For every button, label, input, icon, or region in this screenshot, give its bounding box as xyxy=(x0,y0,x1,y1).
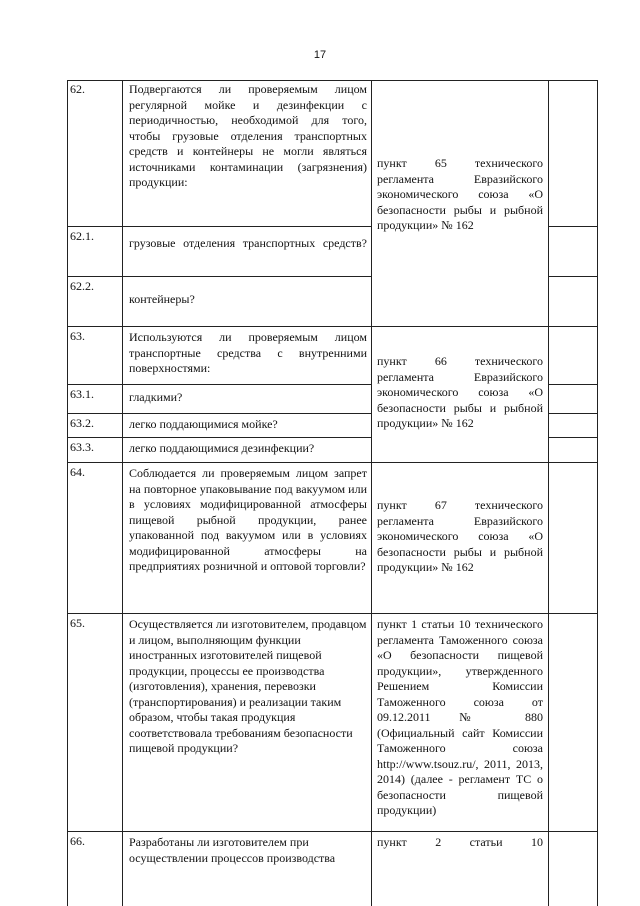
row-divider xyxy=(67,437,372,438)
row-divider xyxy=(548,437,598,438)
row-divider xyxy=(67,462,598,463)
row-number: 63. xyxy=(70,329,85,343)
legal-reference: пункт 1 статьи 10 технического регламента Таможенного союза «О безопасности пищевой продукции», утвержденного Решением Комиссии Таможенного союза от 09.12.2011 № 880 (Официальный сайт Комиссии Таможенного союза http://www.tsouz.ru/, 2011, 2013, 2014) (далее - регламент ТС о безопасности пищевой продукции) xyxy=(377,617,543,817)
question-text: легко поддающимися дезинфекции? xyxy=(129,441,315,455)
row-number: 63.1. xyxy=(70,387,94,401)
row-number: 64. xyxy=(70,465,85,479)
column-divider xyxy=(548,80,549,906)
row-divider xyxy=(548,276,598,277)
question-text: Соблюдается ли проверяемым лицом запрет на повторное упаковывание под вакуумом или в условиях модифицированной атмосферы пищевой рыбной продукции, ранее упакованной под вакуумом или в условиях модифицированной атмосферы на предприятиях розничной и оптовой торговли? xyxy=(129,466,367,573)
column-divider xyxy=(122,80,123,906)
row-number: 66. xyxy=(70,834,85,848)
legal-reference: пункт 2 статьи 10 xyxy=(377,835,543,849)
row-number: 62. xyxy=(70,82,85,96)
page-number: 17 xyxy=(313,49,327,61)
question-text: грузовые отделения транспортных средств? xyxy=(129,236,367,250)
row-divider xyxy=(67,384,372,385)
checklist-table xyxy=(67,80,598,906)
row-number: 65. xyxy=(70,616,85,630)
question-text: Используются ли проверяемым лицом транспортные средства с внутренними поверхностями: xyxy=(129,330,367,375)
question-text: гладкими? xyxy=(129,390,183,404)
table-border-left xyxy=(67,80,68,906)
question-text: легко поддающимися мойке? xyxy=(129,417,278,431)
row-number: 62.1. xyxy=(70,229,94,243)
legal-reference: пункт 66 технического регламента Евразийского экономического союза «О безопасности рыбы и рыбной продукции» № 162 xyxy=(377,354,543,430)
column-divider xyxy=(371,80,372,906)
row-divider xyxy=(548,413,598,414)
question-text: Осуществляется ли изготовителем, продавцом и лицом, выполняющим функции иностранных изготовителей пищевой продукции, процессы ее производства (изготовления), хранения, перевозки (транспортирования) и реализации таким образом, чтобы такая продукция соответствовала требованиям безопасности пищевой продукции? xyxy=(129,617,367,755)
row-divider xyxy=(548,226,598,227)
table-border-right xyxy=(597,80,598,906)
row-number: 63.2. xyxy=(70,416,94,430)
question-text: Разработаны ли изготовителем при осуществлении процессов производства xyxy=(129,835,336,865)
row-divider xyxy=(67,326,598,327)
row-number: 63.3. xyxy=(70,440,94,454)
row-number: 62.2. xyxy=(70,279,94,293)
question-text: контейнеры? xyxy=(129,292,195,306)
row-divider xyxy=(548,384,598,385)
legal-reference: пункт 65 технического регламента Евразийского экономического союза «О безопасности рыбы и рыбной продукции» № 162 xyxy=(377,156,543,232)
legal-reference: пункт 67 технического регламента Евразийского экономического союза «О безопасности рыбы и рыбной продукции» № 162 xyxy=(377,498,543,574)
row-divider xyxy=(67,80,598,81)
row-divider xyxy=(67,276,372,277)
row-divider xyxy=(67,831,598,832)
row-divider xyxy=(67,613,598,614)
question-text: Подвергаются ли проверяемым лицом регулярной мойке и дезинфекции с периодичностью, необходимой для того, чтобы грузовые отделения транспортных средств и контейнеры не могли являться источниками контаминации (загрязнения) продукции: xyxy=(129,82,367,189)
row-divider xyxy=(67,413,372,414)
row-divider xyxy=(67,226,372,227)
